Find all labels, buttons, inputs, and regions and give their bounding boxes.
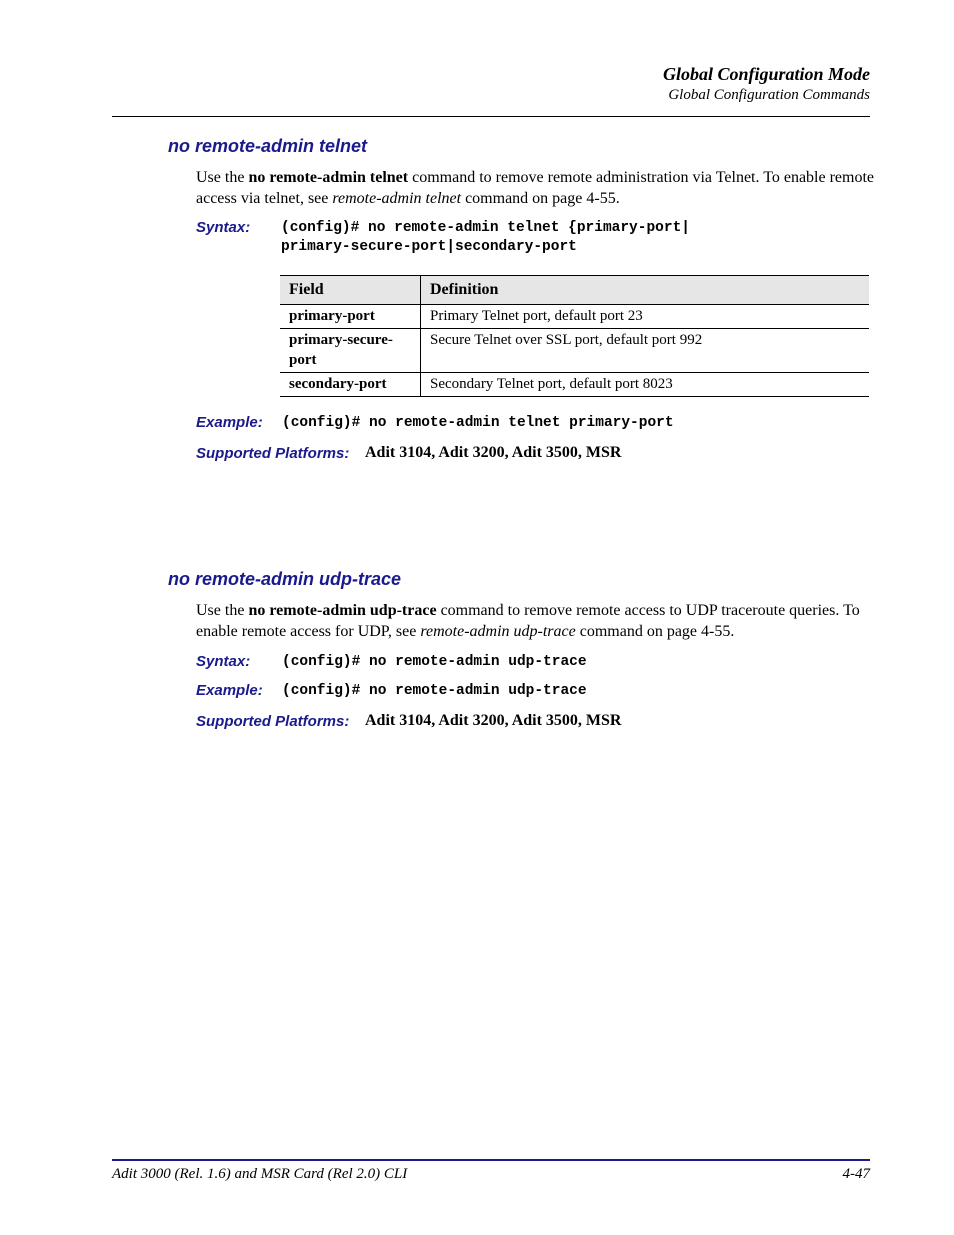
supported-platforms-label: Supported Platforms: (196, 713, 350, 730)
syntax-code-line: (config)# no remote-admin telnet {primary-port| (281, 220, 690, 236)
table-header-cell: Definition (421, 276, 870, 305)
table-row (280, 329, 869, 373)
syntax-code-line: primary-secure-port|secondary-port (281, 239, 577, 255)
header-rule (112, 116, 870, 117)
page-number: 4-47 (842, 1166, 870, 1182)
example-code: (config)# no remote-admin udp-trace (282, 683, 587, 699)
supported-platforms-value: Adit 3104, Adit 3200, Adit 3500, MSR (365, 712, 622, 729)
table-header-row (280, 276, 869, 305)
syntax-label: Syntax: (196, 219, 251, 236)
footer-document-title: Adit 3000 (Rel. 1.6) and MSR Card (Rel 2.0) CLI (112, 1166, 408, 1182)
field-cell: primary-port (280, 305, 421, 329)
example-label: Example: (196, 414, 263, 431)
example-label: Example: (196, 682, 263, 699)
section-description-telnet: Use the no remote-admin telnet command to remove remote administration via Telnet. To enable remote access via telnet, see remote-admin telnet command on page 4-55. (196, 169, 875, 207)
section-title-udp-trace: no remote-admin udp-trace (168, 569, 402, 589)
running-header-title: Global Configuration Mode (662, 64, 870, 84)
definition-cell: Secondary Telnet port, default port 8023 (421, 373, 870, 397)
table-row (280, 373, 869, 397)
field-cell: secondary-port (280, 373, 421, 397)
syntax-code-line: (config)# no remote-admin udp-trace (282, 654, 587, 670)
definition-cell: Secure Telnet over SSL port, default port 992 (421, 329, 870, 373)
definition-cell: Primary Telnet port, default port 23 (421, 305, 870, 329)
field-definition-table (280, 275, 869, 397)
running-header-subtitle: Global Configuration Commands (668, 87, 870, 103)
supported-platforms-value: Adit 3104, Adit 3200, Adit 3500, MSR (365, 444, 622, 461)
example-code: (config)# no remote-admin telnet primary-port (282, 415, 674, 431)
table-row (280, 305, 869, 329)
table-header-cell: Field (280, 276, 421, 305)
section-title-telnet: no remote-admin telnet (168, 136, 368, 156)
field-cell: primary-secure-port (280, 329, 421, 373)
syntax-label: Syntax: (196, 653, 251, 670)
section-description-udp-trace: Use the no remote-admin udp-trace command to remove remote access to UDP traceroute queries. To enable remote access for UDP, see remote-admin udp-trace command on page 4-55. (196, 602, 860, 640)
footer-rule (112, 1159, 870, 1161)
supported-platforms-label: Supported Platforms: (196, 445, 350, 462)
